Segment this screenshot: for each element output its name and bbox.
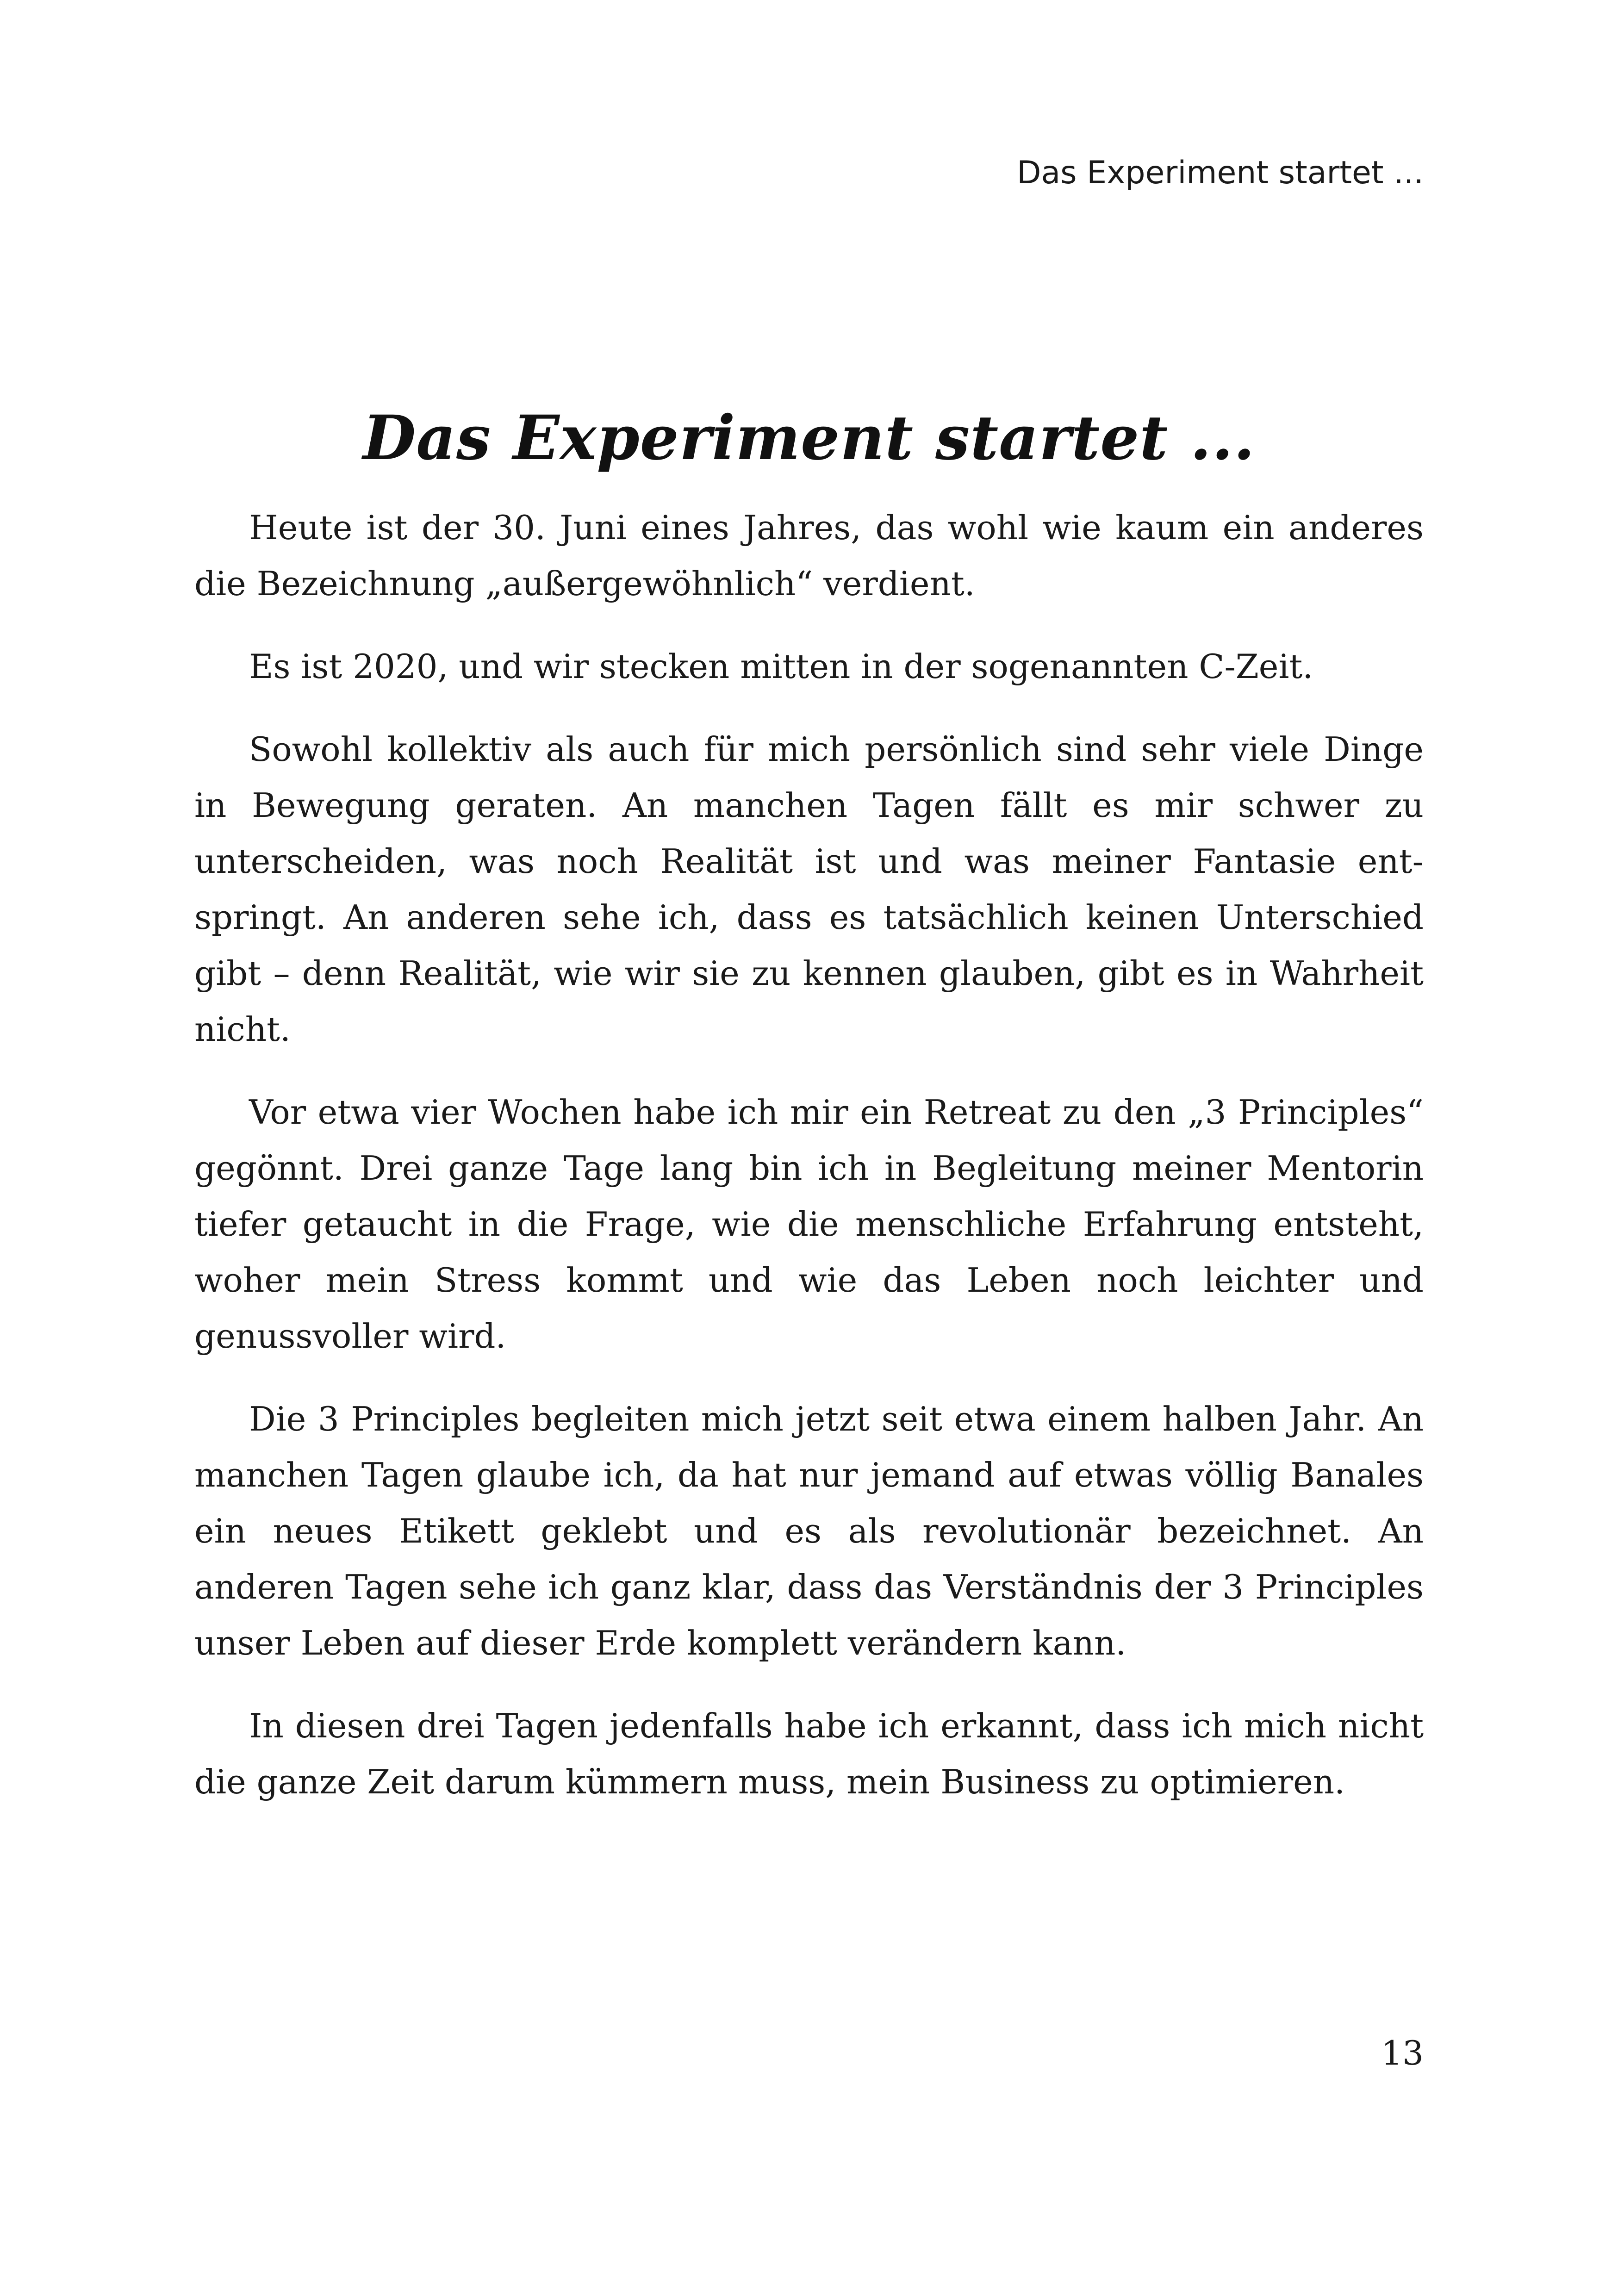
chapter-title: Das Experiment startet ... bbox=[362, 402, 1256, 474]
paragraph-2: Es ist 2020, und wir stecken mitten in der sogenannten C-Zeit. bbox=[249, 647, 1313, 686]
paragraph-3: Sowohl kollektiv als auch für mich persönlich sind sehr viele Dinge in Bewegung geraten. An manchen Tagen fällt es mir schwer zu unterscheiden, was noch Realität ist und was meiner Fantasie entspringt. An anderen sehe ich, dass es tatsächlich keinen Unterschied gibt – denn Realität, wie wir sie zu kennen glauben, gibt es in Wahrheit nicht. bbox=[194, 730, 1424, 1049]
page-number: 13 bbox=[1381, 2034, 1424, 2072]
running-header: Das Experiment startet ... bbox=[1017, 155, 1424, 191]
paragraph-4: Vor etwa vier Wochen habe ich mir ein Retreat zu den „3 Principles“ gegönnt. Drei ganze Tage lang bin ich in Begleitung meiner Mentorin tiefer getaucht in die Frage, wie die menschliche Erfahrung entsteht, woher mein Stress kommt und wie das Leben noch leichter und genussvoller wird. bbox=[194, 1093, 1424, 1356]
paragraph-6: In diesen drei Tagen jedenfalls habe ich erkannt, dass ich mich nicht die ganze Zeit darum kümmern muss, mein Business zu optimieren. bbox=[194, 1706, 1424, 1801]
body-text bbox=[194, 500, 1424, 1837]
paragraph-5: Die 3 Principles begleiten mich jetzt seit etwa einem halben Jahr. An manchen Tagen glaube ich, da hat nur jemand auf etwas völlig Banales ein neues Etikett geklebt und es als revolutionär bezeichnet. An anderen Tagen sehe ich ganz klar, dass das Verständnis der 3 Principles unser Leben auf dieser Erde komplett verändern kann. bbox=[194, 1400, 1424, 1662]
paragraph-1: Heute ist der 30. Juni eines Jahres, das wohl wie kaum ein anderes die Bezeichnung „außergewöhnlich“ verdient. bbox=[194, 508, 1424, 603]
